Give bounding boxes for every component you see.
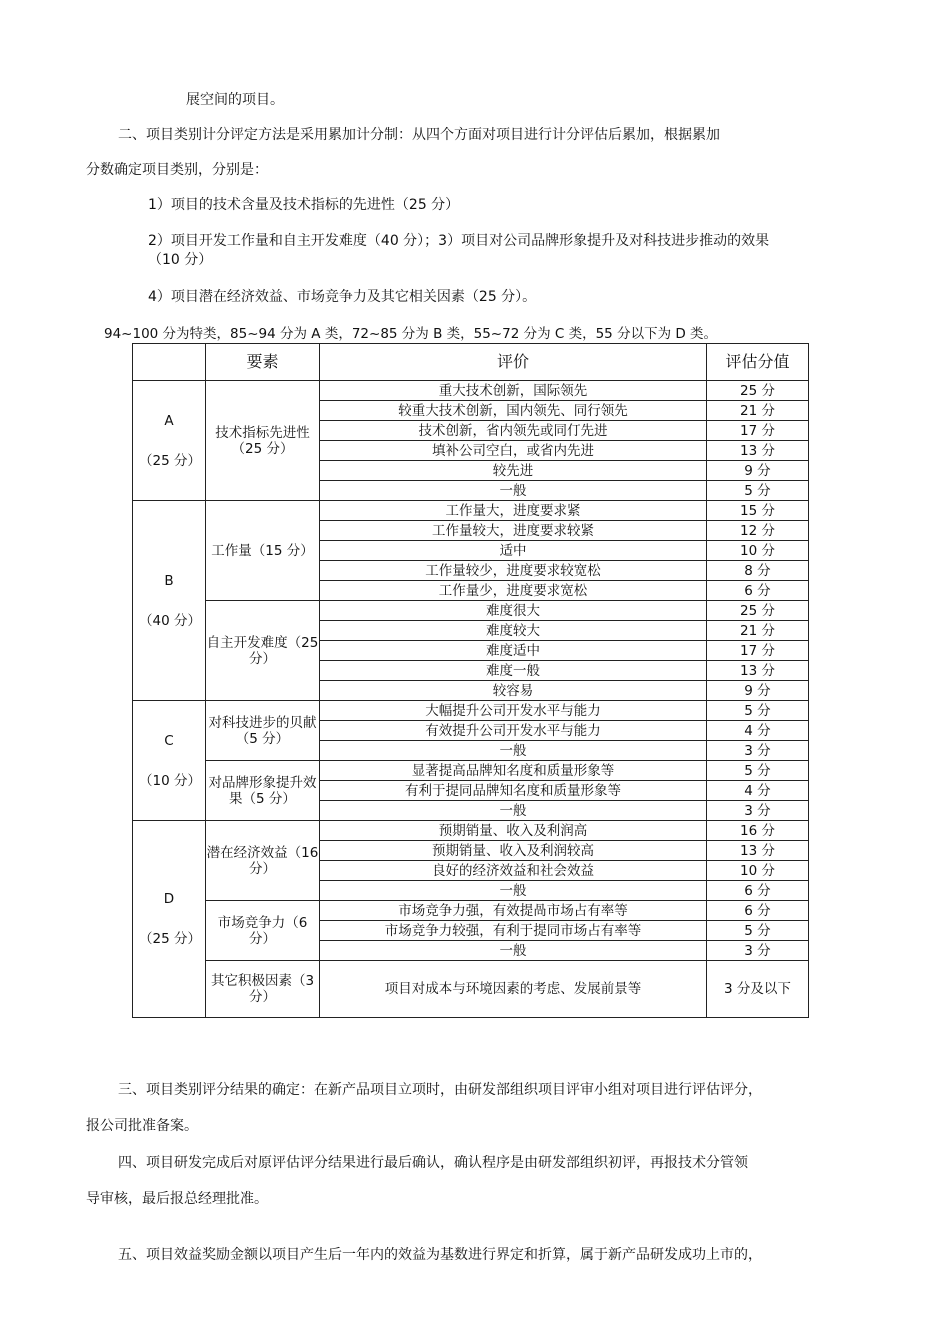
- evaluation-cell: 工作量大，进度要求紧: [320, 501, 707, 521]
- score-cell: 3 分及以下: [707, 961, 809, 1018]
- evaluation-cell: 市场竞争力强，有效提咼市场占有率等: [320, 901, 707, 921]
- score-cell: 5 分: [707, 761, 809, 781]
- score-cell: 6 分: [707, 881, 809, 901]
- evaluation-cell: 工作量较少，进度要求较宽松: [320, 561, 707, 581]
- category-points: （10 分）: [139, 772, 201, 789]
- table-header-row: [133, 344, 809, 381]
- scoring-table: [132, 343, 809, 1018]
- factor-economic-benefit: 潜在经济效益（16 分）: [206, 821, 320, 901]
- evaluation-cell: 工作量较大，进度要求较紧: [320, 521, 707, 541]
- table-row: [133, 901, 809, 921]
- category-letter: B: [164, 572, 174, 589]
- evaluation-cell: 技术创新，省内领先或同仃先进: [320, 421, 707, 441]
- evaluation-cell: 大幅提升公司开发水平与能力: [320, 701, 707, 721]
- paragraph-section-3-line1: 三、项目类别评分结果的确定：在新产品项目立项时，由研发部组织项目评审小组对项目进行评估评分，: [118, 1082, 762, 1098]
- evaluation-cell: 一般: [320, 481, 707, 501]
- evaluation-cell: 难度一般: [320, 661, 707, 681]
- category-letter: D: [163, 891, 175, 907]
- score-cell: 21 分: [707, 621, 809, 641]
- evaluation-cell: 工作量少，进度要求宽松: [320, 581, 707, 601]
- evaluation-cell: 一般: [320, 941, 707, 961]
- evaluation-cell: 市场竞争力较强，有利于提同市场占有率等: [320, 921, 707, 941]
- score-cell: 3 分: [707, 941, 809, 961]
- evaluation-cell: 难度很大: [320, 601, 707, 621]
- paragraph-section-2-line2: 分数确定项目类别，分别是：: [86, 162, 268, 178]
- factor-workload: 工作量（15 分）: [206, 501, 320, 601]
- factor-brand-image: 对品牌形象提升效果（5 分）: [206, 761, 320, 821]
- evaluation-cell: 较容易: [320, 681, 707, 701]
- score-cell: 21 分: [707, 401, 809, 421]
- paragraph-section-4-line2: 导审核，最后报总经理批准。: [86, 1191, 268, 1207]
- score-cell: 12 分: [707, 521, 809, 541]
- header-factor: 要素: [206, 344, 320, 381]
- list-item-1: 1）项目的技术含量及技术指标的先进性（25 分）: [148, 197, 460, 213]
- score-cell: 5 分: [707, 701, 809, 721]
- table-row: [133, 821, 809, 841]
- evaluation-cell: 显著提高品牌知名度和质量形象等: [320, 761, 707, 781]
- category-letter: C: [164, 732, 174, 749]
- evaluation-cell: 项目对成本与环境因素的考虑、发展前景等: [320, 961, 707, 1018]
- score-cell: 8 分: [707, 561, 809, 581]
- paragraph-continuation: 展空间的项目。: [186, 92, 284, 108]
- evaluation-cell: 难度适中: [320, 641, 707, 661]
- score-cell: 10 分: [707, 861, 809, 881]
- paragraph-section-2-line1: 二、项目类别计分评定方法是采用累加计分制：从四个方面对项目进行计分评估后累加，根据累加: [118, 127, 720, 143]
- header-evaluation: 评价: [320, 344, 707, 381]
- score-cell: 13 分: [707, 841, 809, 861]
- score-cell: 4 分: [707, 781, 809, 801]
- score-cell: 16 分: [707, 821, 809, 841]
- paragraph-section-5-line1: 五、项目效益奖励金额以项目产生后一年内的效益为基数进行界定和折算，属于新产品研发成功上市的，: [118, 1247, 762, 1263]
- evaluation-cell: 适中: [320, 541, 707, 561]
- category-b: [133, 501, 206, 701]
- score-cell: 6 分: [707, 901, 809, 921]
- evaluation-cell: 一般: [320, 881, 707, 901]
- paragraph-section-3-line2: 报公司批准备案。: [86, 1118, 198, 1134]
- factor-tech-advancement: 技术指标先进性（25 分）: [206, 381, 320, 501]
- score-cell: 13 分: [707, 441, 809, 461]
- table-row: [133, 501, 809, 521]
- evaluation-cell: 难度较大: [320, 621, 707, 641]
- category-a: [133, 381, 206, 501]
- paragraph-section-4-line1: 四、项目研发完成后对原评估评分结果进行最后确认，确认程序是由研发部组织初评，再报技术分管领: [118, 1155, 748, 1171]
- score-cell: 6 分: [707, 581, 809, 601]
- list-item-2-3-continuation: （10 分）: [148, 252, 213, 268]
- category-points: （25 分）: [139, 452, 201, 469]
- table-row: [133, 381, 809, 401]
- evaluation-cell: 有效提升公司开发水平与能力: [320, 721, 707, 741]
- score-cell: 5 分: [707, 921, 809, 941]
- evaluation-cell: 预期销量、收入及利润较高: [320, 841, 707, 861]
- score-cell: 9 分: [707, 681, 809, 701]
- list-item-2-3: 2）项目开发工作量和自主开发难度（40 分）；3）项目对公司品牌形象提升及对科技进步推动的效果: [148, 233, 770, 249]
- factor-market-competitiveness: 市场竞争力（6 分）: [206, 901, 320, 961]
- category-points: （25 分）: [139, 931, 201, 947]
- score-cell: 15 分: [707, 501, 809, 521]
- score-cell: 17 分: [707, 421, 809, 441]
- evaluation-cell: 有利于提同品牌知名度和质量形象等: [320, 781, 707, 801]
- evaluation-cell: 一般: [320, 801, 707, 821]
- score-cell: 17 分: [707, 641, 809, 661]
- score-cell: 13 分: [707, 661, 809, 681]
- category-d: [133, 821, 206, 1018]
- table-row: [133, 761, 809, 781]
- evaluation-cell: 预期销量、收入及利润高: [320, 821, 707, 841]
- list-item-4: 4）项目潜在经济效益、市场竞争力及其它相关因素（25 分）。: [148, 289, 537, 305]
- score-cell: 9 分: [707, 461, 809, 481]
- evaluation-cell: 填补公司空白，或省内先进: [320, 441, 707, 461]
- table-row: [133, 601, 809, 621]
- score-cell: 4 分: [707, 721, 809, 741]
- evaluation-cell: 较先进: [320, 461, 707, 481]
- score-cell: 3 分: [707, 801, 809, 821]
- score-cell: 3 分: [707, 741, 809, 761]
- evaluation-cell: 较重大技术创新，国内领先、同行领先: [320, 401, 707, 421]
- score-cell: 25 分: [707, 381, 809, 401]
- factor-other-positive: 其它积极因素（3 分）: [206, 961, 320, 1018]
- factor-tech-progress: 对科技进步的贝献（5 分）: [206, 701, 320, 761]
- table-row: [133, 701, 809, 721]
- evaluation-cell: 重大技术创新，国际领先: [320, 381, 707, 401]
- evaluation-cell: 良好的经济效益和社会效益: [320, 861, 707, 881]
- evaluation-cell: 一般: [320, 741, 707, 761]
- category-letter: A: [164, 412, 174, 429]
- score-cell: 25 分: [707, 601, 809, 621]
- category-c: [133, 701, 206, 821]
- score-cell: 5 分: [707, 481, 809, 501]
- header-score: 评估分值: [707, 344, 809, 381]
- category-points: （40 分）: [139, 612, 201, 629]
- table-row: [133, 961, 809, 1018]
- factor-development-difficulty: 自主开发难度（25 分）: [206, 601, 320, 701]
- score-cell: 10 分: [707, 541, 809, 561]
- grading-criteria: 94~100 分为特类，85~94 分为 A 类，72~85 分为 B 类，55~72 分为 C 类，55 分以下为 D 类。: [104, 326, 718, 342]
